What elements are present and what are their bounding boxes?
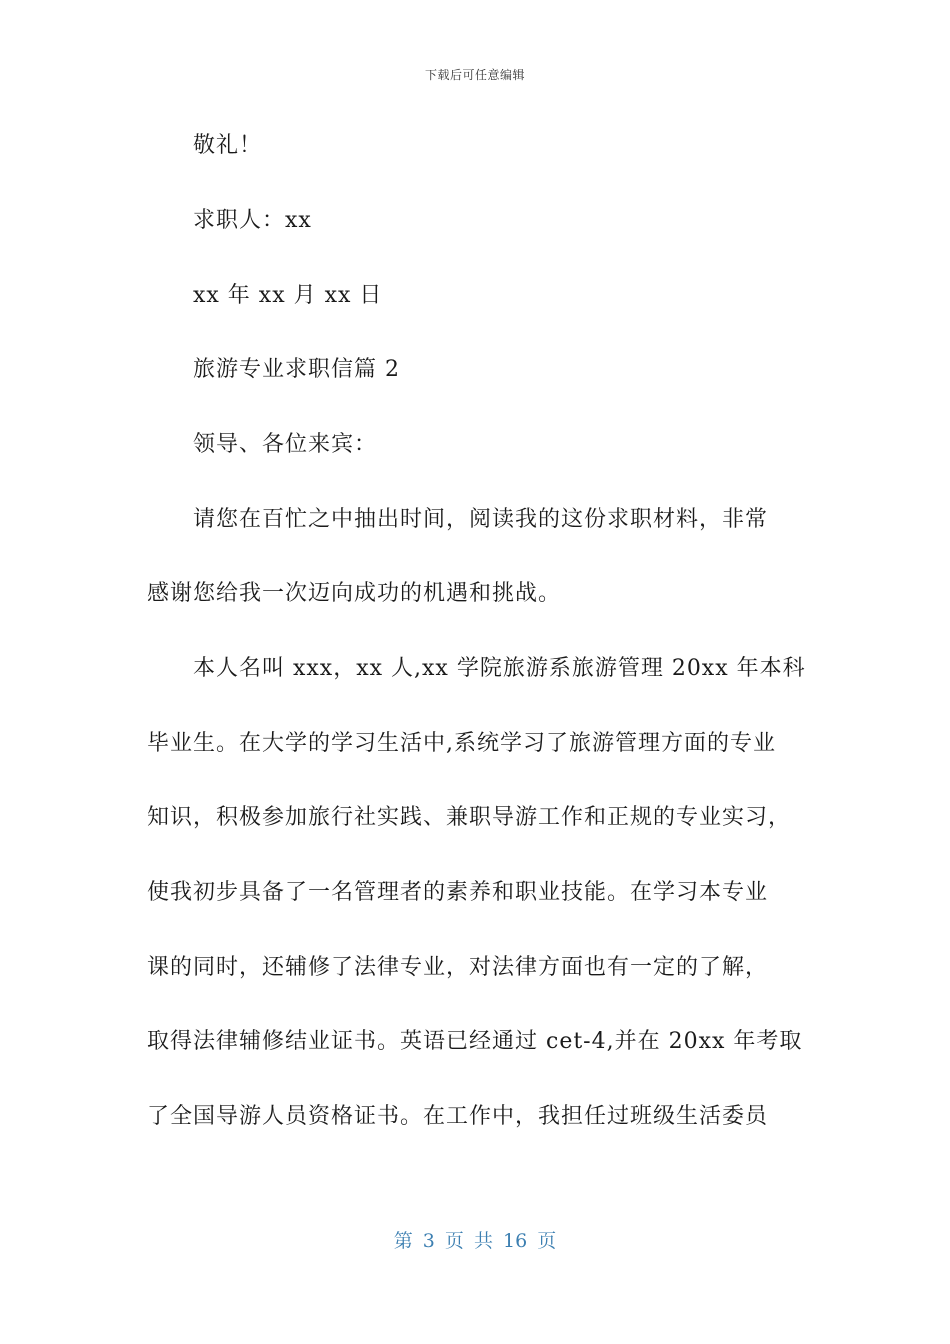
paragraph-line: 课的同时，还辅修了法律专业，对法律方面也有一定的了解， [147, 955, 769, 980]
paragraph-line: 取得法律辅修结业证书。英语已经通过 cet-4,并在 20xx 年考取 [147, 1029, 803, 1054]
applicant-signature: 求职人：xx [193, 208, 312, 233]
letter-date: xx 年 xx 月 xx 日 [193, 283, 383, 308]
page-header: 下载后可任意编辑 [424, 68, 525, 82]
paragraph-line: 了全国导游人员资格证书。在工作中，我担任过班级生活委员 [147, 1104, 769, 1129]
page-number: 第 3 页 共 16 页 [393, 1230, 557, 1252]
paragraph-line: 毕业生。在大学的学习生活中,系统学习了旅游管理方面的专业 [147, 731, 776, 756]
closing-salutation: 敬礼！ [193, 133, 263, 158]
greeting: 领导、各位来宾： [193, 432, 378, 457]
paragraph-line: 本人名叫 xxx，xx 人,xx 学院旅游系旅游管理 20xx 年本科 [193, 656, 806, 681]
paragraph-line: 知识，积极参加旅行社实践、兼职导游工作和正规的专业实习， [147, 805, 792, 830]
paragraph-line: 请您在百忙之中抽出时间，阅读我的这份求职材料，非常 [193, 507, 769, 532]
paragraph-line: 使我初步具备了一名管理者的素养和职业技能。在学习本专业 [147, 880, 769, 905]
paragraph-line: 感谢您给我一次迈向成功的机遇和挑战。 [147, 581, 562, 606]
section-title: 旅游专业求职信篇 2 [193, 357, 400, 382]
